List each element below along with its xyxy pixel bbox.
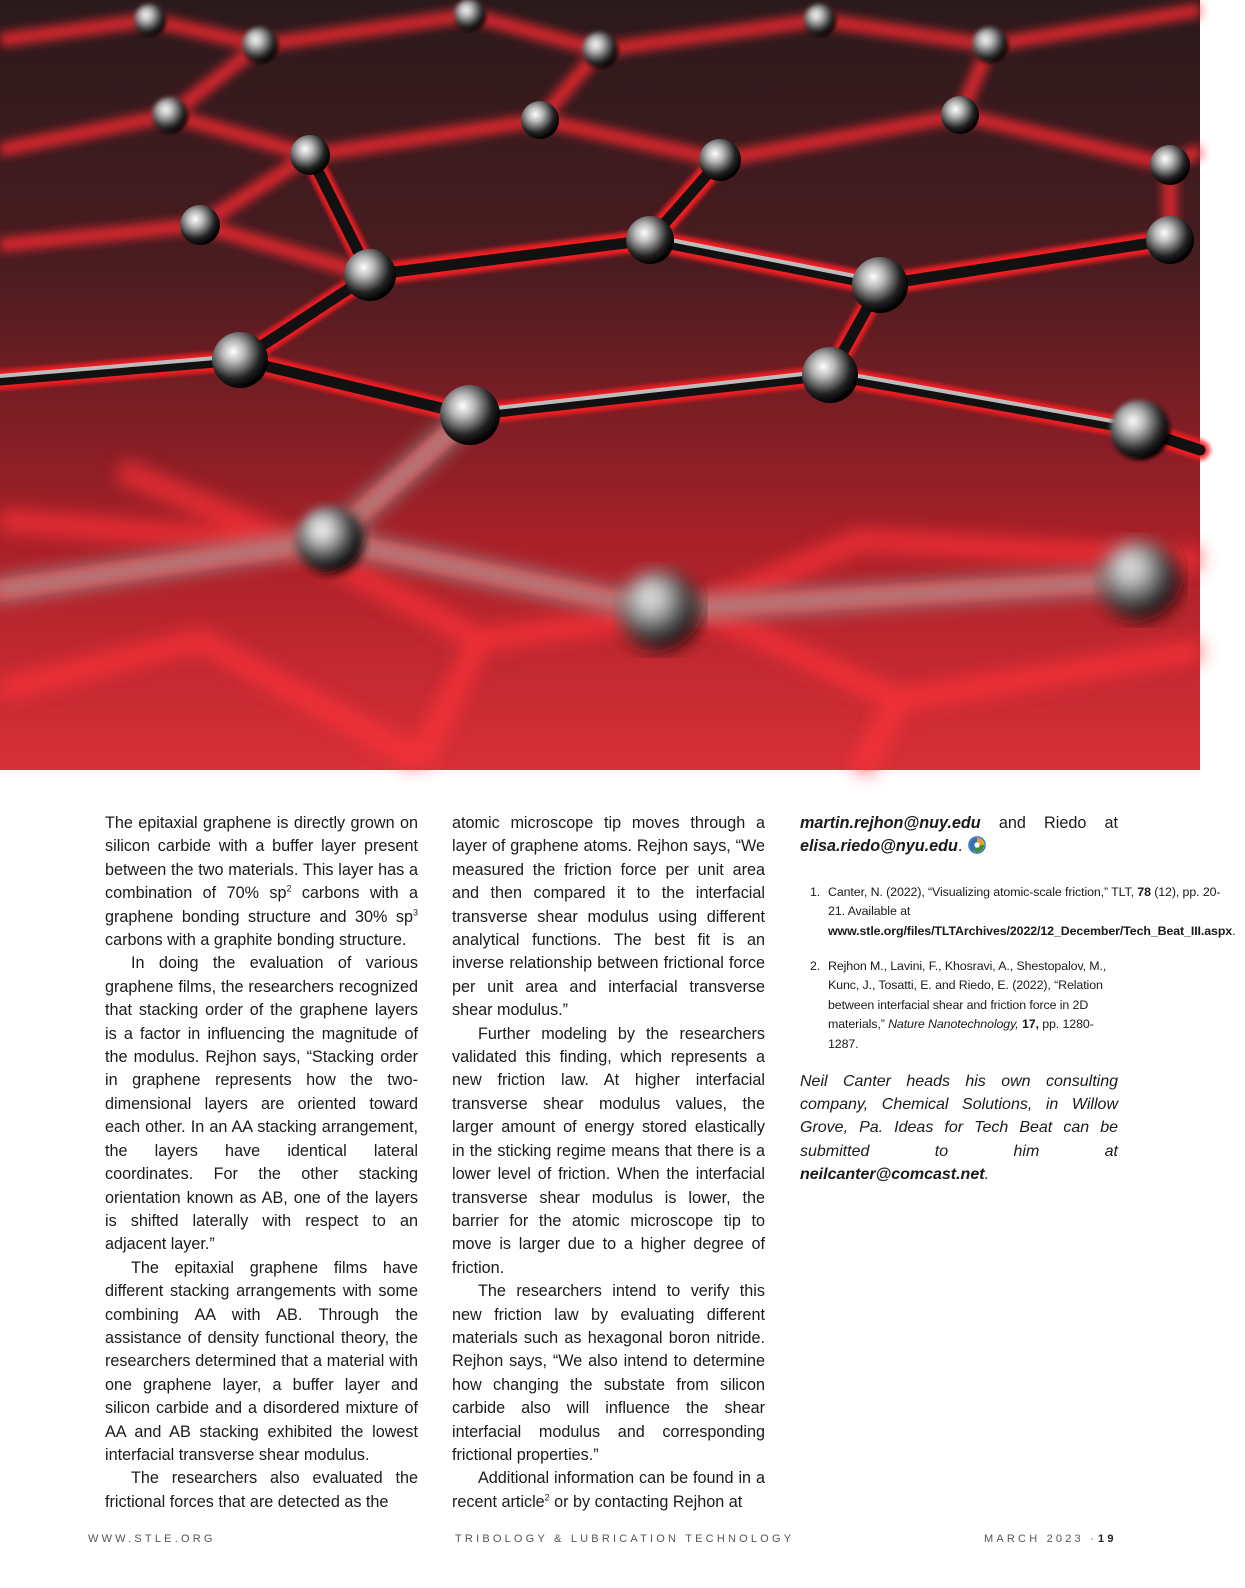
reference-url-link[interactable]: www.stle.org/files/TLTArchives/2022/12_December/Tech_Beat_III.aspx xyxy=(828,924,1233,938)
footer-publication: TRIBOLOGY & LUBRICATION TECHNOLOGY xyxy=(455,1533,795,1545)
page-number: 19 xyxy=(1098,1533,1117,1545)
paragraph: Further modeling by the researchers validated this finding, which represents a new friction law. At higher interfacial transverse shear modulus values, the larger amount of energy stored elastically in the sticking regime means that there is a lower level of friction. When the interfacial transverse shear modulus is lower, the barrier for the atomic microscope tip to move is larger due to a higher degree of friction. xyxy=(452,1024,765,1277)
paragraph: In doing the evaluation of various graphene films, the researchers recognized that stacking order of the graphene layers is a factor in influencing the magnitude of the modulus. Rejhon says, “Stacking order in graphene represents how the two-dimensional layers are oriented toward each other. In an AA stacking arrangement, the layers have identical lateral coordinates. For the other stacking orientation known as AB, one of the layers is shifted laterally with respect to an adjacent layer.” xyxy=(105,954,418,1254)
paragraph: The researchers intend to verify this new friction law by evaluating different materials such as hexagonal boron nitride. Rejhon says, “We also intend to determine how changing the substate from silicon carbide also will influence the shear interfacial modulus and corresponding frictional properties.” xyxy=(452,1282,765,1464)
paragraph: The researchers also evaluated the frictional forces that are detected as the xyxy=(105,1469,418,1511)
graphene-lattice-photo xyxy=(0,0,1200,770)
footer-date: MARCH 2023 · xyxy=(984,1533,1097,1545)
email-link-riedo[interactable]: elisa.riedo@nyu.edu xyxy=(800,837,958,856)
paragraph: atomic microscope tip moves through a layer of graphene atoms. Rejhon says, “We measured the friction force per unit area and then compared it to the interfacial transverse shear modulus using different analytical functions. The best fit is an inverse relationship between frictional force per unit area and interfacial transverse shear modulus.” xyxy=(452,814,765,1020)
paragraph: The epitaxial graphene is directly grown on silicon carbide with a buffer layer present between the two materials. This layer has a combination of 70% $sp^2$ carbons with a graphene bonding structure and 30% $sp^3$ carbons with a graphite bonding structure. xyxy=(105,814,418,950)
footer-website[interactable]: WWW.STLE.ORG xyxy=(88,1533,216,1545)
reference-item: 1. Canter, N. (2022), “Visualizing atomic-scale friction,” TLT, 78 (12), pp. 20-21. Available at www.stle.org/files/TLTArchives/2022/12_December/Tech_Beat_III.aspx. xyxy=(810,884,1236,938)
contact-line: martin.rejhon@nuy.edu and Riedo at elisa.riedo@nyu.edu. xyxy=(800,814,1118,856)
article-column-1 xyxy=(105,812,418,1514)
reference-item: 2. Rejhon M., Lavini, F., Khosravi, A., Shestopalov, M., Kunc, J., Tosatti, E. and Riedo, E. (2022), “Relation between interfacial shear and friction force in 2D materials,” Nature Nanotechnology, 17, pp. 1280-1287. xyxy=(810,958,1107,1051)
article-column-2 xyxy=(452,812,765,1514)
article-column-3 xyxy=(800,812,1236,1187)
references-list xyxy=(800,883,1236,1055)
email-link-rejhon[interactable]: martin.rejhon@nuy.edu xyxy=(800,814,981,832)
stle-end-mark-icon xyxy=(968,836,986,854)
author-bio: Neil Canter heads his own consulting company, Chemical Solutions, in Willow Grove, Pa. Ideas for Tech Beat can be submitted to him at neilcanter@comcast.net. xyxy=(800,1072,1118,1184)
paragraph: The epitaxial graphene films have different stacking arrangements with some combining AA with AB. Through the assistance of density functional theory, the researchers determined that a material with one graphene layer, a buffer layer and silicon carbide and a disordered mixture of AA and AB stacking exhibited the lowest interfacial transverse shear modulus. xyxy=(105,1258,418,1464)
page-footer xyxy=(0,1533,1200,1553)
email-link-canter[interactable]: neilcanter@comcast.net xyxy=(800,1166,985,1184)
paragraph: Additional information can be found in a recent article$^2$ or by contacting Rejhon at xyxy=(452,1469,765,1511)
